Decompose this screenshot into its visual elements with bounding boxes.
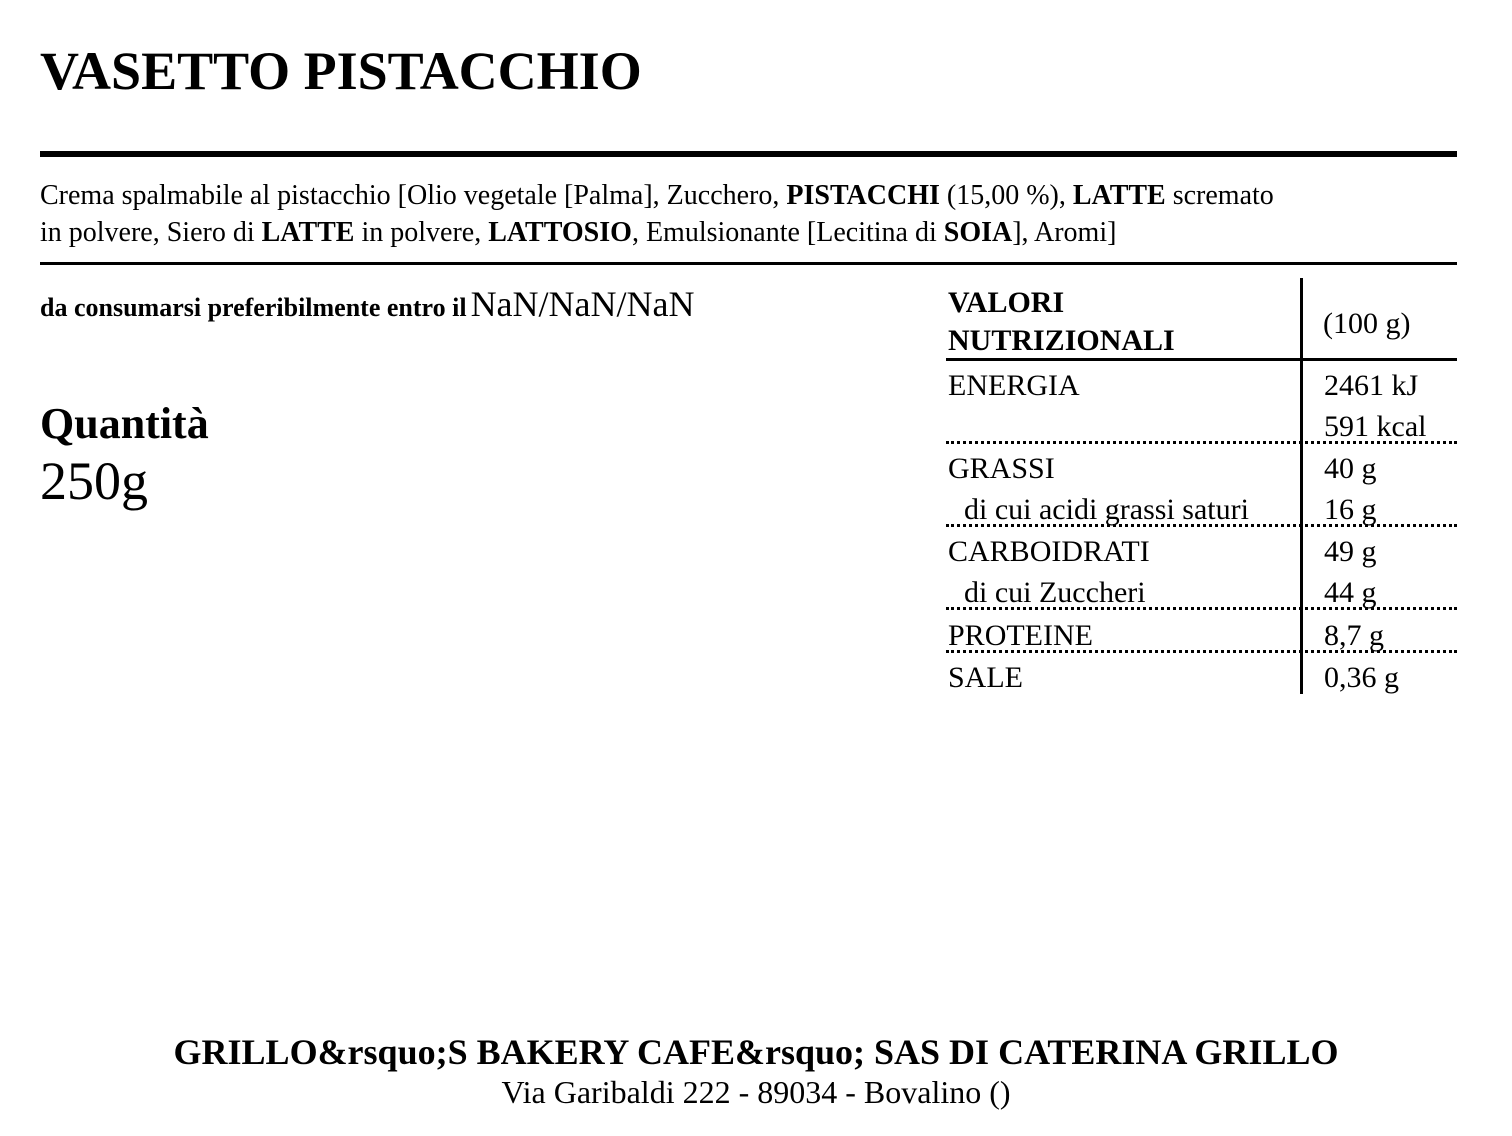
expiry-value: NaN/NaN/NaN — [470, 284, 695, 324]
ingredient-segment: Crema spalmabile al pistacchio [Olio vegetale [Palma], Zucchero, — [40, 180, 787, 211]
ingredients-line-2 — [40, 214, 1460, 251]
row-divider — [946, 607, 1457, 610]
ingredient-segment: in polvere, — [354, 217, 489, 248]
salt-value: 0,36 g — [1324, 661, 1399, 694]
company-address: Via Garibaldi 222 - 89034 - Bovalino () — [501, 1074, 1011, 1110]
row-divider — [946, 441, 1457, 444]
fat-value: 40 g — [1324, 452, 1377, 485]
nutrition-header-line-2: NUTRIZIONALI — [948, 324, 1175, 357]
energy-kcal-value: 591 kcal — [1324, 410, 1427, 443]
energy-kj-value: 2461 kJ — [1324, 369, 1419, 402]
carbohydrates-label: CARBOIDRATI — [948, 535, 1150, 568]
title-divider — [40, 151, 1457, 157]
expiry-label: da consumarsi preferibilmente entro il — [40, 293, 467, 322]
quantity-label: Quantità — [40, 399, 209, 448]
ingredient-segment: , Emulsionante [Lecitina di — [631, 217, 944, 248]
ingredients-text — [40, 177, 1460, 251]
nutrition-header — [948, 284, 1175, 360]
nutrition-header-line-1: VALORI — [948, 286, 1065, 319]
ingredients-divider — [40, 262, 1457, 265]
company-name: GRILLO&rsquo;S BAKERY CAFE&rsquo; SAS DI CATERINA GRILLO — [173, 1032, 1339, 1072]
nutrition-header-divider — [946, 358, 1457, 361]
quantity-value: 250g — [40, 451, 148, 511]
fat-label: GRASSI — [948, 452, 1055, 485]
ingredients-line-1 — [40, 177, 1460, 214]
nutrition-table — [946, 278, 1457, 694]
product-title: VASETTO PISTACCHIO — [40, 41, 642, 101]
salt-label: SALE — [948, 661, 1023, 694]
saturated-fat-value: 16 g — [1324, 493, 1377, 526]
allergen-soia: SOIA — [943, 217, 1013, 248]
allergen-latte: LATTE — [261, 217, 355, 248]
ingredient-segment: ], Aromi] — [1012, 217, 1117, 248]
allergen-lattosio: LATTOSIO — [488, 217, 632, 248]
nutrition-column-divider — [1300, 278, 1303, 694]
row-divider — [946, 650, 1457, 653]
energy-label: ENERGIA — [948, 369, 1080, 402]
allergen-latte: LATTE — [1072, 180, 1166, 211]
sugars-label: di cui Zuccheri — [964, 576, 1146, 609]
allergen-pistacchi: PISTACCHI — [786, 180, 940, 211]
saturated-fat-label: di cui acidi grassi saturi — [964, 493, 1249, 526]
protein-value: 8,7 g — [1324, 619, 1384, 652]
row-divider — [946, 524, 1457, 527]
ingredient-segment: in polvere, Siero di — [40, 217, 262, 248]
expiry-date — [40, 282, 695, 334]
sugars-value: 44 g — [1324, 576, 1377, 609]
carbohydrates-value: 49 g — [1324, 535, 1377, 568]
ingredient-segment: scremato — [1165, 180, 1274, 211]
ingredient-segment: (15,00 %), — [939, 180, 1073, 211]
nutrition-unit: (100 g) — [1323, 307, 1411, 340]
protein-label: PROTEINE — [948, 619, 1093, 652]
